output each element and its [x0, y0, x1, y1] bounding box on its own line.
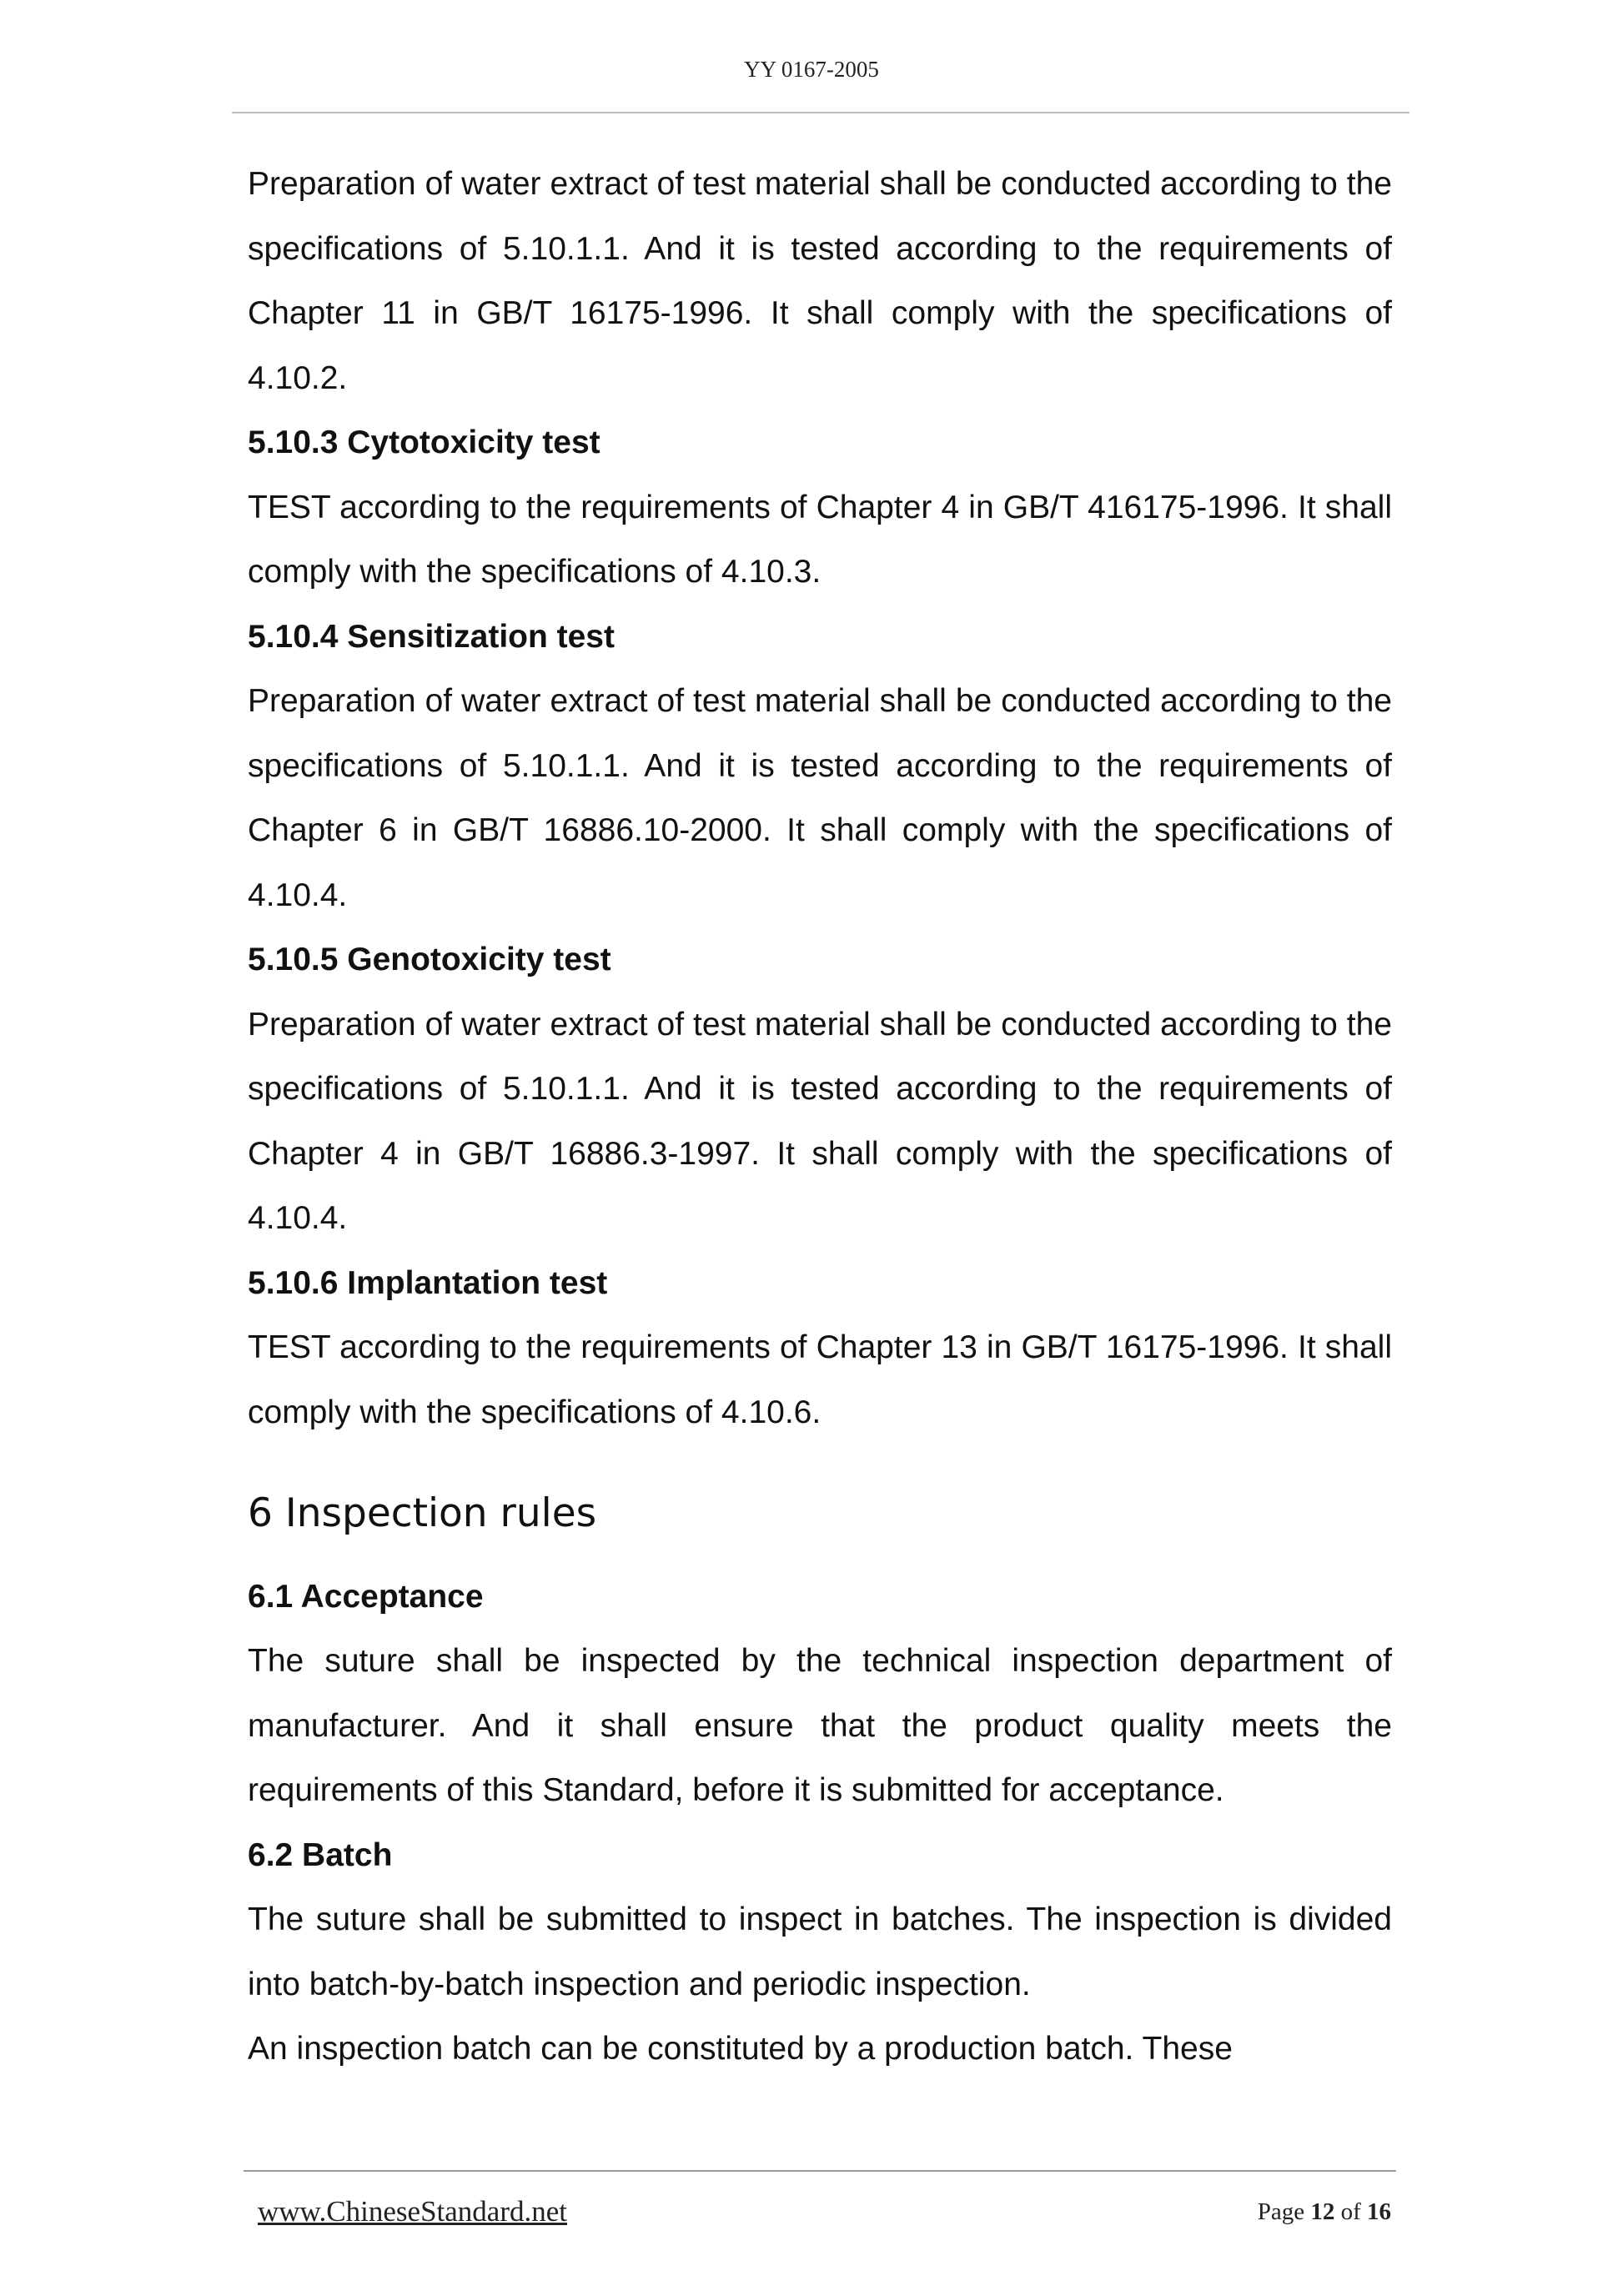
- footer-divider: [244, 2170, 1396, 2172]
- paragraph-6-2-continued: An inspection batch can be constituted by a production batch. These: [248, 2031, 1233, 2067]
- page-total: 16: [1367, 2198, 1391, 2225]
- paragraph-5-10-6-body: TEST according to the requirements of Chapter 13 in GB/T 16175-1996. It shall comply with the specifications of 4.10.6.: [248, 1329, 1392, 1430]
- document-body: [248, 152, 1392, 2082]
- page-of: of: [1340, 2198, 1361, 2225]
- paragraph-6-2-body: The suture shall be submitted to inspect in batches. The inspection is divided into batch-by-batch inspection and periodic inspection.: [248, 1902, 1392, 2002]
- page-number: [1258, 2198, 1391, 2226]
- page-header: YY 0167-2005: [744, 57, 879, 82]
- subsection-heading-5-10-5: 5.10.5 Genotoxicity test: [248, 942, 611, 977]
- paragraph-5-10-4-body: Preparation of water extract of test material shall be conducted according to the specifications of 5.10.1.1. And it is tested according to the requirements of Chapter 6 in GB/T 16886.10-2000. It shall comply with the specifications of 4.10.4.: [248, 683, 1392, 913]
- subsection-heading-5-10-3: 5.10.3 Cytotoxicity test: [248, 425, 600, 460]
- paragraph-5-10-2-body: Preparation of water extract of test material shall be conducted according to the specifications of 5.10.1.1. And it is tested according to the requirements of Chapter 11 in GB/T 16175-1996. It shall comply with the specifications of 4.10.2.: [248, 166, 1392, 396]
- paragraph-6-1-body: The suture shall be inspected by the technical inspection department of manufacturer. And it shall ensure that the product quality meets the requirements of this Standard, before it is submitted for acceptance.: [248, 1643, 1392, 1808]
- section-heading-6: 6 Inspection rules: [248, 1490, 597, 1536]
- subsection-heading-5-10-4: 5.10.4 Sensitization test: [248, 618, 615, 655]
- subsection-heading-6-1: 6.1 Acceptance: [248, 1578, 484, 1615]
- subsection-heading-5-10-6: 5.10.6 Implantation test: [248, 1264, 608, 1301]
- page-label: Page: [1257, 2198, 1305, 2225]
- paragraph-5-10-3-body: TEST according to the requirements of Chapter 4 in GB/T 416175-1996. It shall comply with the specifications of 4.10.3.: [248, 489, 1392, 590]
- paragraph-5-10-5-body: Preparation of water extract of test material shall be conducted according to the specifications of 5.10.1.1. And it is tested according to the requirements of Chapter 4 in GB/T 16886.3-1997. It shall comply with the specifications of 4.10.4.: [248, 1006, 1392, 1236]
- footer-website-link[interactable]: www.ChineseStandard.net: [258, 2195, 567, 2228]
- subsection-heading-6-2: 6.2 Batch: [248, 1836, 393, 1873]
- page-current: 12: [1310, 2198, 1335, 2225]
- header-divider: [232, 112, 1409, 113]
